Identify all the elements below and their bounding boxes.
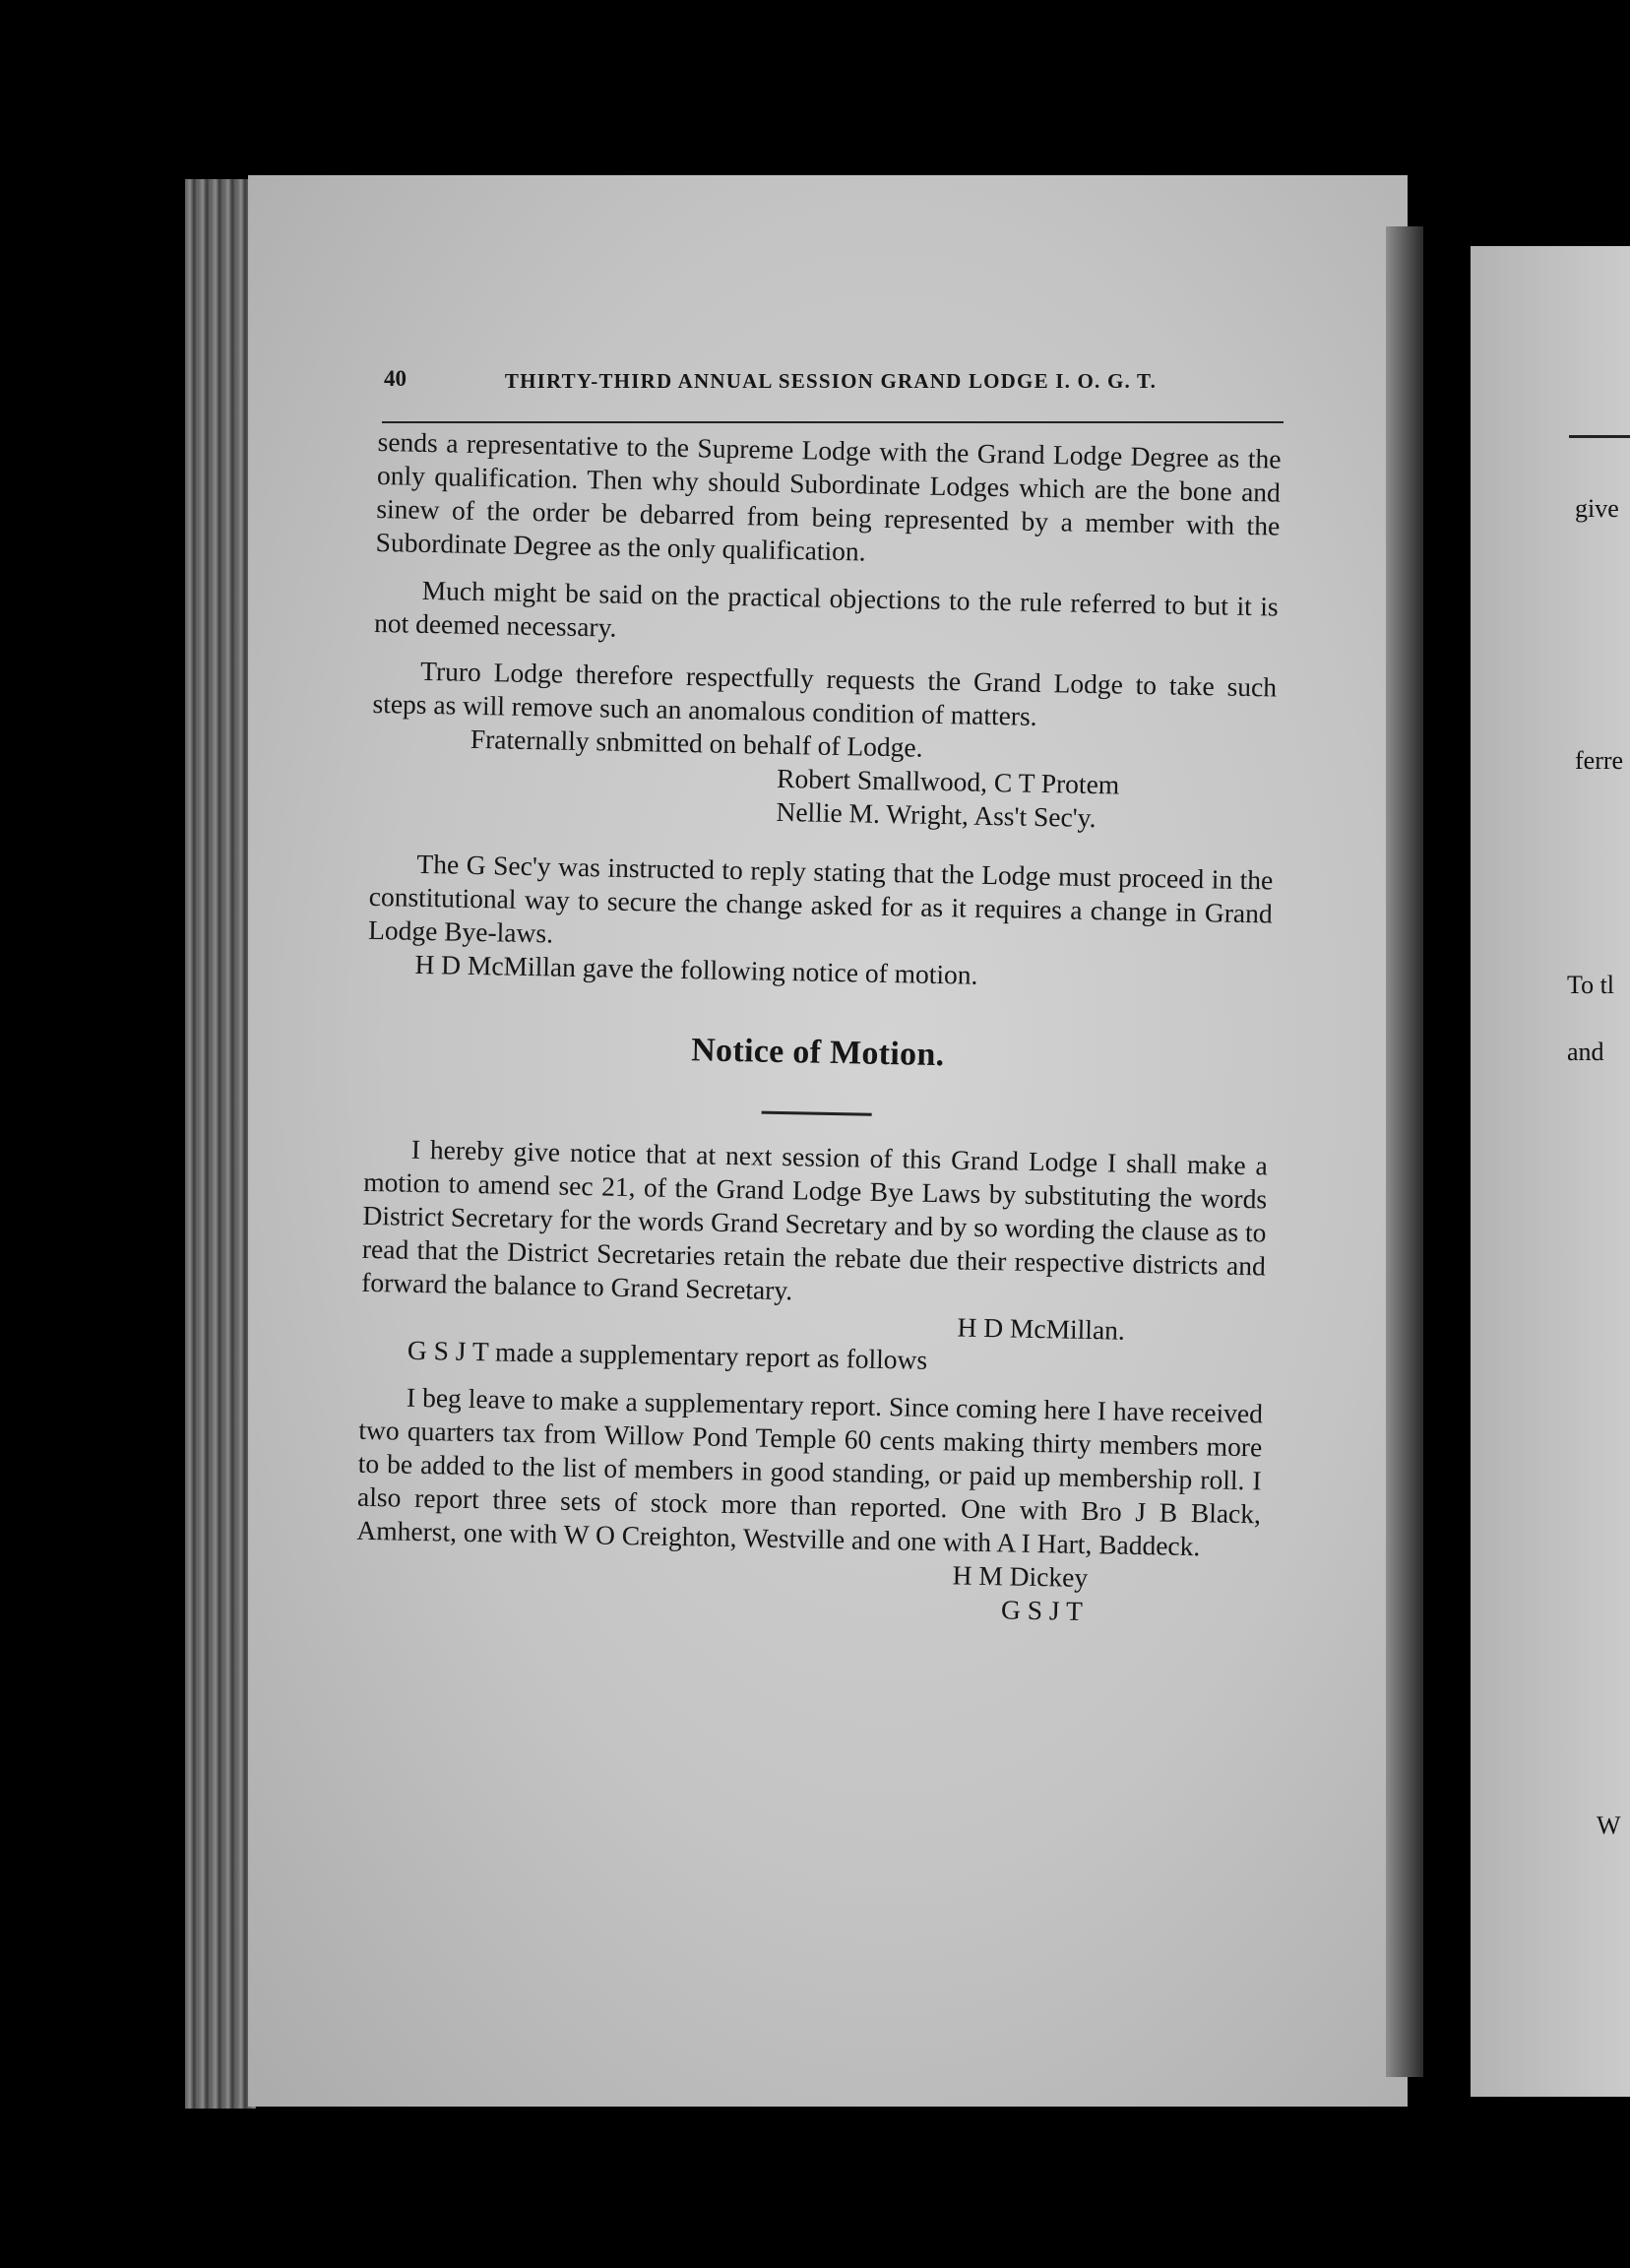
signature-title: G S J T (1000, 1594, 1084, 1626)
signature: Nellie M. Wright, Ass't Sec'y. (776, 795, 1097, 834)
signature: H D McMillan. (957, 1311, 1126, 1346)
page-body (355, 425, 1282, 1631)
facing-page-fragment: and (1567, 1038, 1604, 1066)
signature: Robert Smallwood, C T Protem (776, 762, 1120, 800)
facing-page (1471, 246, 1630, 2097)
facing-page-fragment: ferre (1575, 746, 1624, 775)
book-gutter (1386, 226, 1423, 2077)
facing-page-fragment: W (1597, 1811, 1621, 1840)
paragraph: Truro Lodge therefore respectfully requests the Grand Lodge to take such steps as will remove such an anomalous condition of matters. (372, 655, 1278, 731)
section-heading: Notice of Motion. (690, 1032, 945, 1074)
paragraph: I beg leave to make a supplementary report. Since coming here I have received two quarters tax from Willow Pond Temple 60 cents making thirty members more to be added to the list of members in good standing, or paid up membership roll. I also report three sets of stock more than reported. One with Bro J B Black, Amherst, one with W O Creighton, Westville and one with A I Hart, Baddeck. (356, 1381, 1264, 1562)
signature: H M Dickey (952, 1559, 1089, 1594)
page-number: 40 (384, 366, 407, 391)
paragraph: H D McMillan gave the following notice of motion. (414, 948, 978, 990)
paragraph: G S J T made a supplementary report as follows (407, 1334, 928, 1375)
paragraph: I hereby give notice that at next session of this Grand Lodge I shall make a motion to amend sec 21, of the Grand Lodge Bye Laws by substituting the words District Secretary for the words Grand Secretary and by so wording the clause as to read that the District Secretaries retain the rebate due their respective districts and forward the balance to Grand Secretary. (360, 1133, 1269, 1306)
running-header: THIRTY-THIRD ANNUAL SESSION GRAND LODGE I. O. G. T. (504, 369, 1158, 393)
facing-page-rule (1569, 435, 1630, 438)
page-edges (185, 179, 256, 2109)
section-heading-block (365, 1028, 1270, 1124)
heading-rule (762, 1111, 872, 1116)
left-page (248, 175, 1408, 2107)
paragraph: The G Sec'y was instructed to reply stating that the Lodge must proceed in the constitutional way to secure the change asked for as it requires a change in Grand Lodge Bye-laws. (367, 848, 1274, 949)
closing-line: Fraternally snbmitted on behalf of Lodge. (470, 723, 923, 763)
paragraph: Much might be said on the practical objections to the rule referred to but it is not deemed necessary. (373, 574, 1279, 643)
facing-page-fragment: To tl (1567, 971, 1615, 999)
paragraph: sends a representative to the Supreme Lodge with the Grand Lodge Degree as the only qualification. Then why should Subordinate Lodges which are the bone and sinew of the order be debarred from being represented by a member with the Subordinate Degree as the only qualification. (375, 425, 1282, 567)
header-rule (382, 421, 1284, 423)
facing-page-fragment: give (1575, 494, 1619, 523)
